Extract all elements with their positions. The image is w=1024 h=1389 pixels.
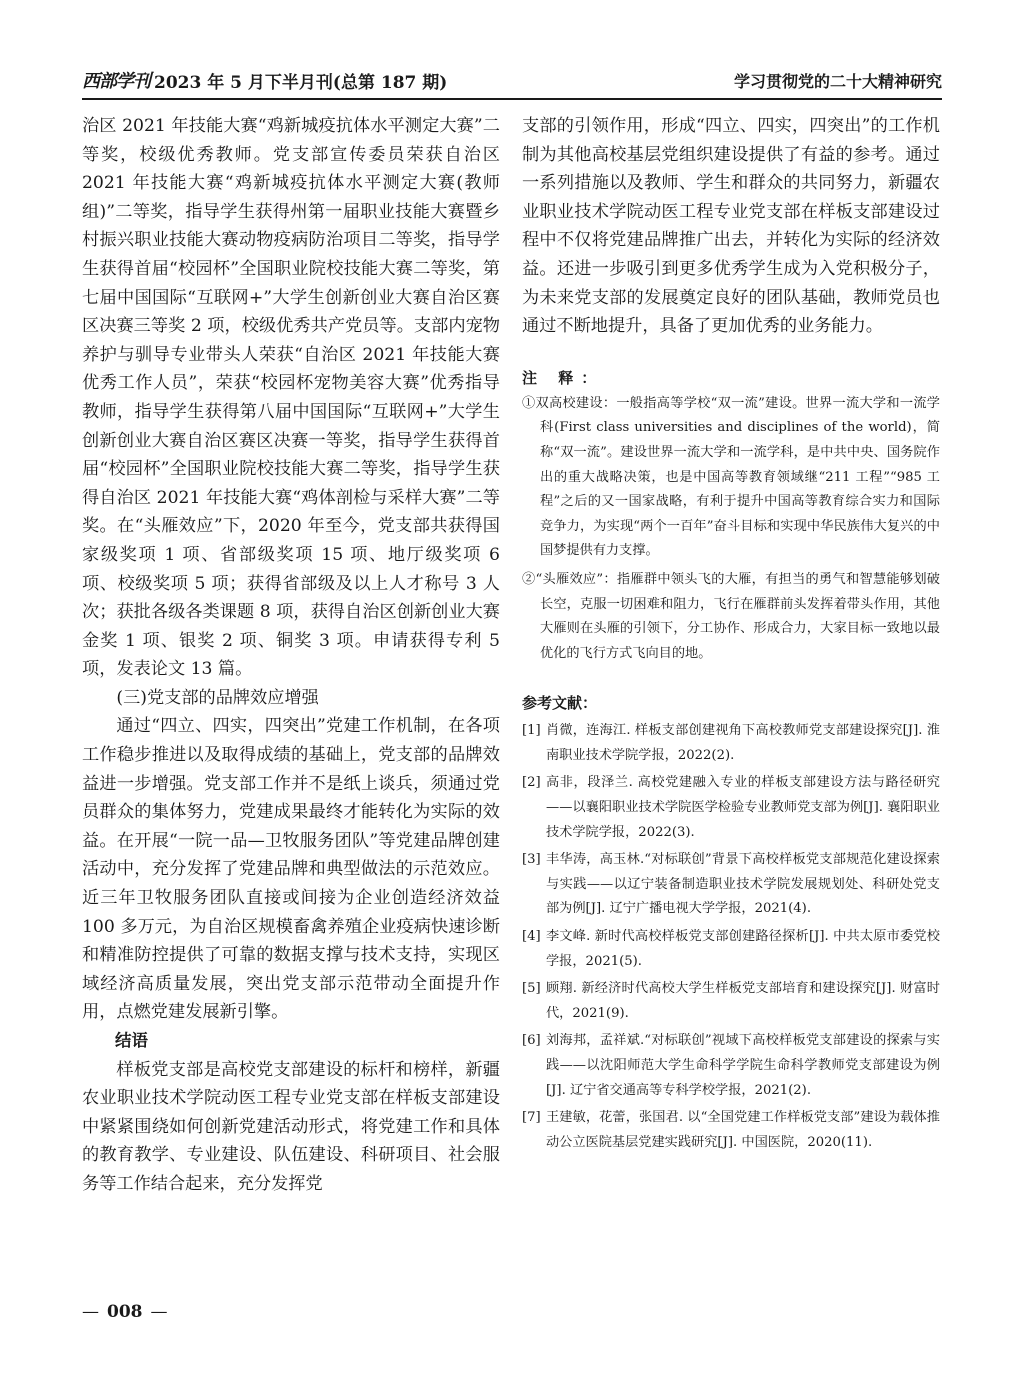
page-number: 008 [107,1302,143,1322]
reference-text: 李文峰. 新时代高校样板党支部创建路径探析[J]. 中共太原市委党校学报，2021(5). [546,929,940,969]
right-column [522,112,940,1158]
footer-dash-left: — [82,1302,99,1322]
reference-item [522,719,940,768]
left-paragraph-2: 通过“四立、四实，四突出”党建工作机制，在各项工作稳步推进以及取得成绩的基础上，党支部的品牌效益进一步增强。党支部工作并不是纸上谈兵，须通过党员群众的集体努力，党建成果最终才能转化为实际的效益。在开展“一院一品—卫牧服务团队”等党建品牌创建活动中，充分发挥了党建品牌和典型做法的示范效应。近三年卫牧服务团队直接或间接为企业创造经济效益 100 多万元，为自治区规模畜禽养殖企业疫病快速诊断和精准防控提供了可靠的数据支撑与技术支持，实现区域经济高质量发展，突出党支部示范带动全面提升作用，点燃党建发展新引擎。 [82,716,500,1023]
reference-number: [6] [522,1033,541,1049]
notes-heading: 注 释： [522,368,605,387]
reference-text: 高非，段泽兰. 高校党建融入专业的样板支部建设方法与路径研究——以襄阳职业技术学院医学检验专业教师党支部为例[J]. 襄阳职业技术学院学报，2022(3). [546,775,940,840]
running-header [82,62,942,100]
subsection-heading: (三)党支部的品牌效应增强 [116,687,319,708]
reference-item [522,1106,940,1155]
reference-item [522,977,940,1026]
reference-number: [5] [522,981,541,997]
reference-text: 肖微，连海江. 样板支部创建视角下高校教师党支部建设探究[J]. 淮南职业技术学院学报，2022(2). [546,723,940,763]
reference-number: [7] [522,1110,541,1126]
section-title-header: 学习贯彻党的二十大精神研究 [733,71,942,91]
reference-number: [2] [522,775,541,791]
note-item: ②“头雁效应”：指雁群中领头飞的大雁，有担当的勇气和智慧能够划破长空，克服一切困难和阻力，飞行在雁群前头发挥着带头作用，其他大雁则在头雁的引领下，分工协作、形成合力，大家目标一致地以最优化的飞行方式飞向目的地。 [522,571,940,661]
header-left [82,67,447,93]
reference-item [522,848,940,922]
page-footer [82,1302,168,1322]
references-heading: 参考文献： [522,694,598,713]
journal-logo: 西部学刊 [82,71,150,92]
issue-info: 2023 年 5 月下半月刊(总第 187 期) [154,72,448,93]
reference-item [522,771,940,845]
footer-dash-right: — [150,1302,168,1322]
reference-number: [4] [522,929,541,945]
reference-text: 顾翔. 新经济时代高校大学生样板党支部培育和建设探究[J]. 财富时代，2021(9). [546,981,940,1021]
reference-number: [3] [522,852,541,868]
note-item: ①双高校建设：一般指高等学校“双一流”建设。世界一流大学和一流学科(First class universities and disciplines of the world)，简称“双一流”。建设世界一流大学和一流学科，是中共中央、国务院作出的重大战略决策，也是中国高等教育领域继“211 工程”“985 工程”之后的又一国家战略，有利于提升中国高等教育综合实力和国际竞争力，为实现“两个一百年”奋斗目标和实现中华民族伟大复兴的中国梦提供有力支撑。 [522,395,940,559]
left-paragraph-3: 样板党支部是高校党支部建设的标杆和榜样，新疆农业职业技术学院动医工程专业党支部在样板支部建设中紧紧围绕如何创新党建活动形式，将党建工作和具体的教育教学、专业建设、队伍建设、科研项目、社会服务等工作结合起来，充分发挥党 [82,1059,500,1194]
reference-text: 刘海邦，孟祥斌.“对标联创”视域下高校样板党支部建设的探索与实践——以沈阳师范大学生命科学学院生命科学教师党支部建设为例[J]. 辽宁省交通高等专科学校学报，2021(2). [546,1033,940,1098]
right-paragraph-1: 支部的引领作用，形成“四立、四实，四突出”的工作机制为其他高校基层党组织建设提供了有益的参考。通过一系列措施以及教师、学生和群众的共同努力，新疆农业职业技术学院动医工程专业党支部在样板支部建设过程中不仅将党建品牌推广出去，并转化为实际的经济效益。还进一步吸引到更多优秀学生成为入党积极分子，为未来党支部的发展奠定良好的团队基础，教师党员也通过不断地提升，具备了更加优秀的业务能力。 [522,116,940,337]
reference-list [522,719,940,1155]
reference-number: [1] [522,723,541,739]
reference-item [522,925,940,974]
left-paragraph-1: 治区 2021 年技能大赛“鸡新城疫抗体水平测定大赛”二等奖，校级优秀教师。党支部宣传委员荣获自治区 2021 年技能大赛“鸡新城疫抗体水平测定大赛(教师组)”二等奖，指导学生获得州第一届职业技能大赛暨乡村振兴职业技能大赛动物疫病防治项目二等奖，指导学生获得首届“校园杯”全国职业院校技能大赛二等奖，第七届中国国际“互联网+”大学生创新创业大赛自治区赛区决赛三等奖 2 项，校级优秀共产党员等。支部内宠物养护与驯导专业带头人荣获“自治区 2021 年技能大赛优秀工作人员”，荣获“校园杯宠物美容大赛”优秀指导教师，指导学生获得第八届中国国际“互联网+”大学生创新创业大赛自治区赛区决赛一等奖，指导学生获得首届“校园杯”全国职业院校技能大赛二等奖，指导学生获得自治区 2021 年技能大赛“鸡体剖检与采样大赛”二等奖。在“头雁效应”下，2020 年至今，党支部共获得国家级奖项 1 项、省部级奖项 15 项、地厅级奖项 6 项、校级奖项 5 项；获得省部级及以上人才称号 3 人次；获批各级各类课题 8 项，获得自治区创新创业大赛金奖 1 项、银奖 2 项、铜奖 3 项。申请获得专利 5 项，发表论文 13 篇。 [82,116,500,680]
reference-text: 王建敏，花蕾，张国君. 以“全国党建工作样板党支部”建设为载体推动公立医院基层党建实践研究[J]. 中国医院，2020(11). [546,1110,940,1150]
left-column [82,112,500,1199]
reference-text: 丰华涛，高玉林.“对标联创”背景下高校样板党支部规范化建设探索与实践——以辽宁装备制造职业技术学院发展规划处、科研处党支部为例[J]. 辽宁广播电视大学学报，2021(4). [546,852,940,917]
reference-item [522,1029,940,1103]
conclusion-heading: 结语 [115,1031,148,1050]
